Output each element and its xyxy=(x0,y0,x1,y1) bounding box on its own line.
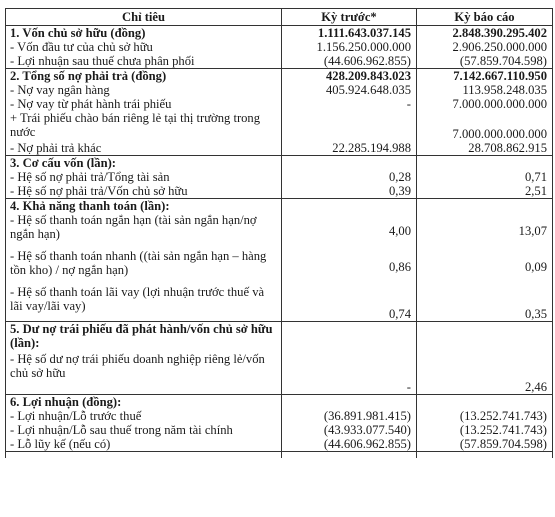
indicator-cell: - Hệ số dư nợ trái phiếu doanh nghiệp riêng lẻ/vốn chủ sở hữu xyxy=(6,352,282,395)
indicator-cell: 5. Dư nợ trái phiếu đã phát hành/vốn chủ sở hữu (lần): xyxy=(6,322,282,353)
reporting-period-cell: 13,07 xyxy=(417,213,553,249)
truncated-row xyxy=(6,452,553,459)
indicator-cell: - Nợ vay từ phát hành trái phiếu xyxy=(6,97,282,111)
reporting-period-cell xyxy=(417,322,553,353)
reporting-period-cell: (13.252.741.743) xyxy=(417,409,553,423)
previous-period-cell: - xyxy=(282,97,417,111)
indicator-cell: - Hệ số nợ phải trả/Vốn chủ sở hữu xyxy=(6,184,282,199)
table-row xyxy=(6,83,553,97)
table-header-row xyxy=(6,9,553,26)
indicator-cell: 3. Cơ cấu vốn (lần): xyxy=(6,156,282,171)
previous-period-cell: 0,74 xyxy=(282,285,417,322)
previous-period-cell xyxy=(282,199,417,214)
table-row xyxy=(6,184,553,199)
table-row xyxy=(6,423,553,437)
indicator-cell: - Nợ vay ngân hàng xyxy=(6,83,282,97)
previous-period-cell: (44.606.962.855) xyxy=(282,54,417,69)
previous-period-cell: 428.209.843.023 xyxy=(282,69,417,84)
table-row xyxy=(6,141,553,156)
previous-period-cell: - xyxy=(282,352,417,395)
reporting-period-cell xyxy=(417,156,553,171)
reporting-period-cell: 7.000.000.000.000 xyxy=(417,111,553,141)
table-row xyxy=(6,54,553,69)
reporting-period-cell: 7.142.667.110.950 xyxy=(417,69,553,84)
header-indicator: Chỉ tiêu xyxy=(6,9,282,26)
previous-period-cell: 0,86 xyxy=(282,249,417,285)
table-row xyxy=(6,437,553,452)
header-previous-period: Kỳ trước* xyxy=(282,9,417,26)
indicator-cell: 4. Khả năng thanh toán (lần): xyxy=(6,199,282,214)
table-row xyxy=(6,213,553,249)
indicator-cell: - Lợi nhuận/Lỗ sau thuế trong năm tài chính xyxy=(6,423,282,437)
previous-period-cell xyxy=(282,111,417,141)
previous-period-cell: 405.924.648.035 xyxy=(282,83,417,97)
reporting-period-cell: 2.848.390.295.402 xyxy=(417,26,553,41)
table-row xyxy=(6,111,553,141)
previous-period-cell: (36.891.981.415) xyxy=(282,409,417,423)
reporting-period-cell: 0,71 xyxy=(417,170,553,184)
reporting-period-cell: 0,35 xyxy=(417,285,553,322)
section-header-row xyxy=(6,395,553,410)
indicator-cell: 6. Lợi nhuận (đồng): xyxy=(6,395,282,410)
table-row xyxy=(6,352,553,395)
reporting-period-cell: (57.859.704.598) xyxy=(417,54,553,69)
indicator-cell: - Lợi nhuận/Lỗ trước thuế xyxy=(6,409,282,423)
indicator-cell: - Lỗ lũy kế (nếu có) xyxy=(6,437,282,452)
section-header-row xyxy=(6,69,553,84)
table-row xyxy=(6,97,553,111)
indicator-cell: 2. Tổng số nợ phải trả (đồng) xyxy=(6,69,282,84)
section-header-row xyxy=(6,199,553,214)
table-row xyxy=(6,285,553,322)
indicator-cell: - Hệ số thanh toán ngắn hạn (tài sản ngắn hạn/nợ ngắn hạn) xyxy=(6,213,282,249)
indicator-cell: - Vốn đầu tư của chủ sở hữu xyxy=(6,40,282,54)
section-header-row xyxy=(6,156,553,171)
reporting-period-cell: 0,09 xyxy=(417,249,553,285)
financial-indicators-table xyxy=(5,8,553,458)
table-row xyxy=(6,249,553,285)
reporting-period-cell: 7.000.000.000.000 xyxy=(417,97,553,111)
previous-period-cell: 0,28 xyxy=(282,170,417,184)
previous-period-cell xyxy=(282,156,417,171)
previous-period-cell: 4,00 xyxy=(282,213,417,249)
table-row xyxy=(6,409,553,423)
reporting-period-cell xyxy=(417,395,553,410)
previous-period-cell: 1.156.250.000.000 xyxy=(282,40,417,54)
table-row xyxy=(6,40,553,54)
table-row xyxy=(6,170,553,184)
previous-period-cell: 22.285.194.988 xyxy=(282,141,417,156)
truncated-cell xyxy=(282,452,417,459)
indicator-cell: - Hệ số nợ phải trả/Tổng tài sản xyxy=(6,170,282,184)
indicator-cell: - Hệ số thanh toán lãi vay (lợi nhuận trước thuế và lãi vay/lãi vay) xyxy=(6,285,282,322)
reporting-period-cell: 2,46 xyxy=(417,352,553,395)
previous-period-cell: 0,39 xyxy=(282,184,417,199)
table-body xyxy=(6,26,553,459)
previous-period-cell xyxy=(282,322,417,353)
previous-period-cell xyxy=(282,395,417,410)
financial-indicators-sheet xyxy=(5,8,553,458)
section-header-row xyxy=(6,26,553,41)
previous-period-cell: (43.933.077.540) xyxy=(282,423,417,437)
indicator-cell: + Trái phiếu chào bán riêng lẻ tại thị trường trong nước xyxy=(6,111,282,141)
reporting-period-cell xyxy=(417,199,553,214)
previous-period-cell: (44.606.962.855) xyxy=(282,437,417,452)
truncated-cell xyxy=(6,452,282,459)
reporting-period-cell: 2.906.250.000.000 xyxy=(417,40,553,54)
reporting-period-cell: (57.859.704.598) xyxy=(417,437,553,452)
header-reporting-period: Kỳ báo cáo xyxy=(417,9,553,26)
indicator-cell: - Hệ số thanh toán nhanh ((tài sản ngắn hạn – hàng tồn kho) / nợ ngắn hạn) xyxy=(6,249,282,285)
previous-period-cell: 1.111.643.037.145 xyxy=(282,26,417,41)
truncated-cell xyxy=(417,452,553,459)
reporting-period-cell: 28.708.862.915 xyxy=(417,141,553,156)
indicator-cell: - Nợ phải trả khác xyxy=(6,141,282,156)
reporting-period-cell: 2,51 xyxy=(417,184,553,199)
section-header-row xyxy=(6,322,553,353)
indicator-cell: - Lợi nhuận sau thuế chưa phân phối xyxy=(6,54,282,69)
indicator-cell: 1. Vốn chủ sở hữu (đồng) xyxy=(6,26,282,41)
reporting-period-cell: 113.958.248.035 xyxy=(417,83,553,97)
reporting-period-cell: (13.252.741.743) xyxy=(417,423,553,437)
